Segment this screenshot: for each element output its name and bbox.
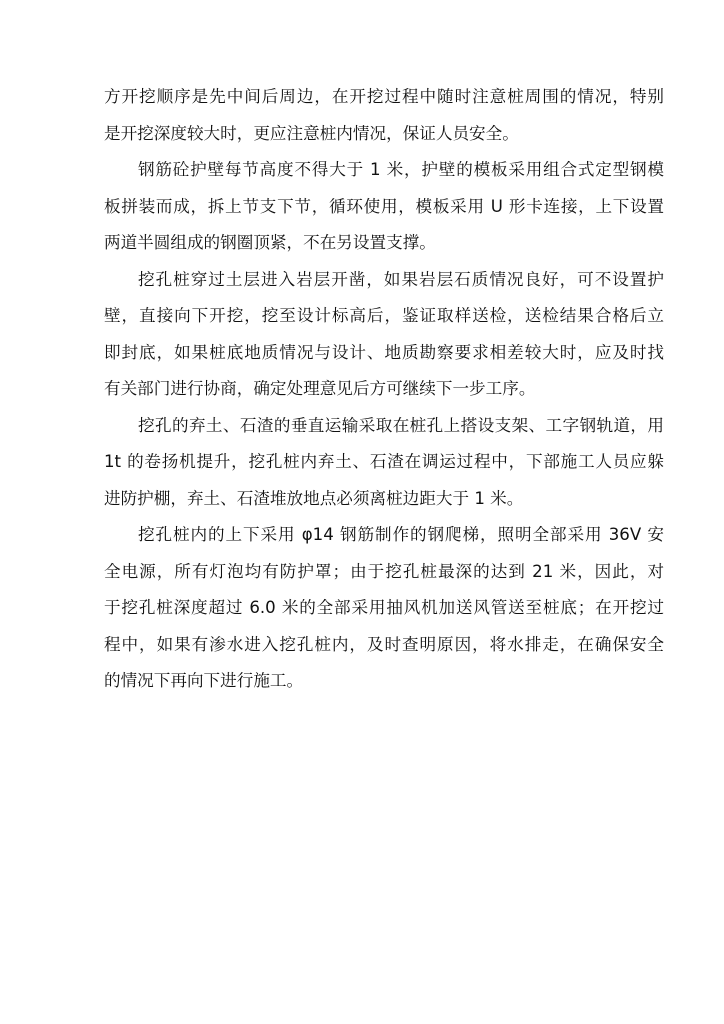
paragraph-line: 壁，直接向下开挖，挖至设计标高后，鉴证取样送检，送检结果合格后立 (104, 306, 664, 325)
paragraph-line: 的情况下再向下进行施工。 (104, 671, 304, 690)
paragraph-line: 1t 的卷扬机提升，挖孔桩内弃土、石渣在调运过程中，下部施工人员应躲 (104, 452, 664, 471)
paragraph-line: 是开挖深度较大时，更应注意桩内情况，保证人员安全。 (104, 123, 519, 143)
body-text (104, 84, 664, 705)
paragraph-line: 于挖孔桩深度超过 6.0 米的全部采用抽风机加送风管送至桩底；在开挖过 (104, 598, 664, 617)
paragraph-first-line: 挖孔桩穿过土层进入岩层开凿，如果岩层石质情况良好，可不设置护 (138, 269, 664, 289)
paragraph-first-line: 钢筋砼护壁每节高度不得大于 1 米，护壁的模板采用组合式定型钢模 (138, 160, 664, 179)
paragraph-line: 即封底，如果桩底地质情况与设计、地质勘察要求相差较大时，应及时找 (104, 342, 664, 362)
paragraph-line: 板拼装而成，拆上节支下节，循环使用，模板采用 U 形卡连接，上下设置 (104, 196, 664, 216)
paragraph-line: 全电源，所有灯泡均有防护罩；由于挖孔桩最深的达到 21 米，因此，对 (104, 561, 664, 581)
paragraph-line: 方开挖顺序是先中间后周边，在开挖过程中随时注意桩周围的情况，特别 (104, 87, 664, 106)
paragraph-line: 两道半圆组成的钢圈顶紧，不在另设置支撑。 (104, 233, 436, 252)
paragraph-line: 有关部门进行协商，确定处理意见后方可继续下一步工序。 (104, 379, 536, 398)
paragraph-line: 进防护棚，弃土、石渣堆放地点必须离桩边距大于 1 米。 (104, 488, 524, 508)
paragraph-first-line: 挖孔桩内的上下采用 φ14 钢筋制作的钢爬梯，照明全部采用 36V 安 (138, 525, 664, 544)
paragraph-first-line: 挖孔的弃土、石渣的垂直运输采取在桩孔上搭设支架、工字钢轨道，用 (138, 415, 664, 435)
paragraph-line: 程中，如果有渗水进入挖孔桩内，及时查明原因，将水排走，在确保安全 (104, 634, 664, 654)
